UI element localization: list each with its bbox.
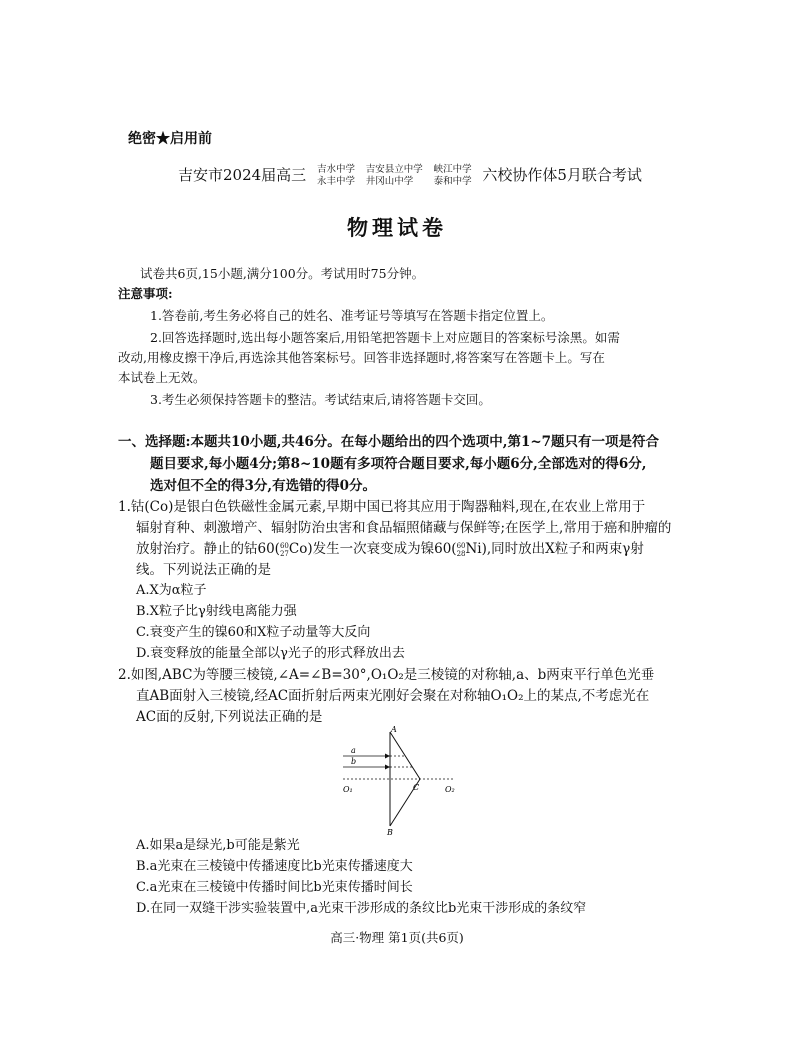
q1-stem: 线。下列说法正确的是 bbox=[136, 562, 271, 578]
ray-a-arrow bbox=[385, 754, 390, 759]
o1-label: O₁ bbox=[343, 785, 353, 794]
prism-figure bbox=[335, 722, 465, 840]
vertex-c-label: C bbox=[413, 783, 420, 792]
q1-text: )发生一次衰变成为镍60( bbox=[307, 541, 457, 557]
co-atomic-number: 27 bbox=[279, 549, 289, 558]
vertex-b-label: B bbox=[387, 828, 393, 837]
school-name: 吉水中学 bbox=[316, 164, 355, 175]
city-year: 吉安市2024届高三 bbox=[178, 166, 307, 184]
school-block-1 bbox=[317, 164, 355, 188]
ni-mass-number: 60 bbox=[456, 541, 466, 550]
vertex-a-label: A bbox=[391, 725, 397, 734]
subject-title: 物理试卷 bbox=[347, 215, 447, 240]
q2-option-c: C.a光束在三棱镜中传播时间比b光束传播时间长 bbox=[136, 880, 413, 895]
school-name: 吉安县立中学 bbox=[365, 164, 423, 175]
school-name: 井冈山中学 bbox=[365, 176, 414, 187]
ray-b-arrow bbox=[385, 765, 390, 770]
q2-option-a: A.如果a是绿光,b可能是紫光 bbox=[136, 838, 300, 853]
q1-text: ),同时放出X粒子和两束γ射 bbox=[481, 541, 644, 557]
intro-text: 试卷共6页,15小题,满分100分。考试用时75分钟。 bbox=[140, 266, 425, 281]
school-name: 永丰中学 bbox=[316, 176, 355, 187]
q1-option-d: D.衰变释放的能量全部以γ光子的形式释放出去 bbox=[136, 646, 405, 661]
q1-option-c: C.衰变产生的镍60和X粒子动量等大反向 bbox=[136, 625, 371, 640]
q1-option-a: A.X为α粒子 bbox=[136, 583, 207, 598]
school-name: 泰和中学 bbox=[433, 176, 472, 187]
q1-stem: 1.钴(Co)是银白色铁磁性金属元素,早期中国已将其应用于陶器釉料,现在,在农业上常用于 bbox=[118, 499, 646, 515]
note-item: 改动,用橡皮擦干净后,再选涂其他答案标号。回答非选择题时,将答案写在答题卡上。写在 bbox=[118, 350, 605, 365]
q1-stem: 辐射育种、刺激增产、辐射防治虫害和食品辐照储藏与保鲜等;在医学上,常用于癌和肿瘤的 bbox=[136, 520, 672, 536]
school-name: 峡江中学 bbox=[433, 164, 472, 175]
note-item: 本试卷上无效。 bbox=[118, 370, 206, 385]
ray-b-label: b bbox=[351, 757, 357, 766]
q1-stem-formula-line bbox=[136, 539, 644, 559]
q2-option-d: D.在同一双缝干涉实验装置中,a光束干涉形成的条纹比b光束干涉形成的条纹窄 bbox=[136, 901, 587, 916]
school-block-3 bbox=[434, 164, 472, 188]
q1-option-b: B.X粒子比γ射线电离能力强 bbox=[136, 604, 297, 619]
exam-header-line bbox=[178, 162, 642, 188]
o2-label: O₂ bbox=[445, 785, 455, 794]
exam-name: 六校协作体5月联合考试 bbox=[482, 166, 642, 184]
q1-text: 放射治疗。静止的钴60( bbox=[136, 541, 280, 557]
q2-stem: 2.如图,ABC为等腰三棱镜,∠A=∠B=30°,O₁O₂是三棱镜的对称轴,a、b两束平行单色光垂 bbox=[118, 667, 655, 683]
prism-face-ac bbox=[390, 732, 420, 779]
q2-stem: 直AB面射入三棱镜,经AC面折射后两束光刚好会聚在对称轴O₁O₂上的某点,不考虑光在 bbox=[136, 688, 650, 704]
ni-atomic-number: 28 bbox=[456, 549, 466, 558]
note-item: 2.回答选择题时,选出每小题答案后,用铅笔把答题卡上对应题目的答案标号涂黑。如需 bbox=[150, 330, 620, 345]
page-footer: 高三·物理 第1页(共6页) bbox=[330, 930, 464, 945]
section-heading-cont: 题目要求,每小题4分;第8~10题有多项符合题目要求,每小题6分,全部选对的得6分, bbox=[150, 456, 647, 472]
school-block-2 bbox=[366, 164, 423, 188]
section-heading: 一、选择题:本题共10小题,共46分。在每小题给出的四个选项中,第1~7题只有一项是符合 bbox=[118, 434, 660, 450]
ray-a-label: a bbox=[351, 746, 356, 755]
q2-option-b: B.a光束在三棱镜中传播速度比b光束传播速度大 bbox=[136, 859, 413, 874]
co-nuclide-numbers bbox=[280, 542, 289, 558]
notes-heading: 注意事项: bbox=[118, 286, 173, 301]
section-heading-cont: 选对但不全的得3分,有选错的得0分。 bbox=[150, 478, 376, 494]
secret-label: 绝密★启用前 bbox=[128, 131, 212, 147]
co-mass-number: 60 bbox=[279, 541, 289, 550]
ni-symbol: Ni bbox=[465, 541, 482, 557]
q2-stem: AC面的反射,下列说法正确的是 bbox=[136, 709, 323, 725]
co-symbol: Co bbox=[288, 541, 308, 557]
note-item: 3.考生必须保持答题卡的整洁。考试结束后,请将答题卡交回。 bbox=[150, 392, 491, 407]
note-item: 1.答卷前,考生务必将自己的姓名、准考证号等填写在答题卡指定位置上。 bbox=[150, 308, 554, 323]
